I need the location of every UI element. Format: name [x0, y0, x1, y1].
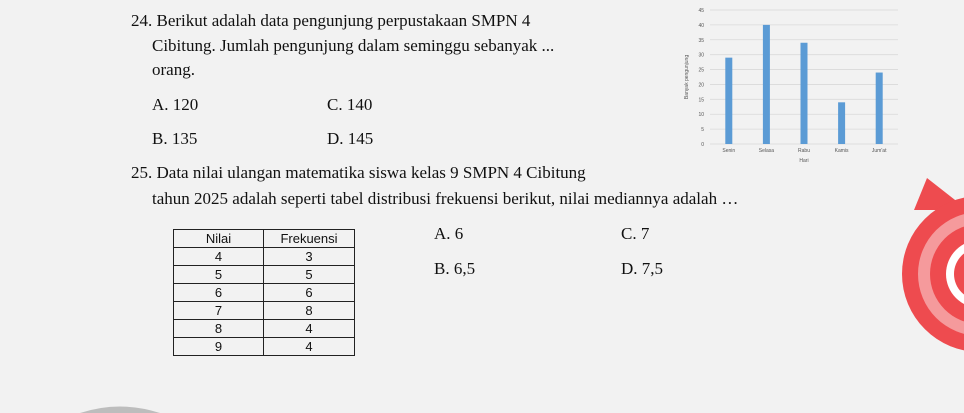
- y-tick-label: 20: [698, 82, 704, 89]
- table-cell-frekuensi: 8: [264, 302, 355, 320]
- table-cell-frekuensi: 4: [264, 338, 355, 356]
- q24-option-d[interactable]: D. 145: [327, 129, 374, 148]
- frequency-table: [173, 229, 355, 356]
- table-row: [174, 320, 355, 338]
- q25-option-c[interactable]: C. 7: [621, 224, 650, 243]
- table-cell-nilai: 6: [174, 284, 264, 302]
- y-tick-label: 35: [698, 37, 704, 44]
- table-cell-nilai: 5: [174, 266, 264, 284]
- table-row: [174, 248, 355, 266]
- bar-senin: [725, 58, 732, 144]
- decorative-arc: [80, 400, 160, 413]
- q24-option-a[interactable]: A. 120: [152, 95, 199, 114]
- table-cell-frekuensi: 4: [264, 320, 355, 338]
- bar-rabu: [801, 43, 808, 144]
- bar-selasa: [763, 25, 770, 144]
- visitor-bar-chart: [670, 0, 910, 168]
- table-row: [174, 338, 355, 356]
- y-tick-label: 15: [698, 97, 704, 104]
- x-tick-label: Senin: [722, 148, 736, 154]
- table-cell-nilai: 7: [174, 302, 264, 320]
- table-cell-nilai: 9: [174, 338, 264, 356]
- table-cell-frekuensi: 3: [264, 248, 355, 266]
- y-tick-label: 30: [698, 52, 704, 59]
- q25-option-d[interactable]: D. 7,5: [621, 259, 664, 278]
- q25-option-b[interactable]: B. 6,5: [434, 259, 476, 278]
- y-tick-label: 45: [698, 8, 704, 14]
- bar-jumat: [876, 73, 883, 144]
- y-tick-label: 0: [701, 142, 704, 148]
- y-axis-label: Banyak pengunjung: [684, 54, 690, 100]
- q24-line3: orang.: [152, 60, 195, 79]
- table-cell-frekuensi: 5: [264, 266, 355, 284]
- q25-line2: tahun 2025 adalah seperti tabel distribusi frekuensi berikut, nilai mediannya adalah …: [152, 189, 739, 208]
- table-row: [174, 284, 355, 302]
- q24-option-c[interactable]: C. 140: [327, 95, 373, 114]
- bar-kamis: [838, 102, 845, 144]
- y-tick-label: 5: [701, 127, 704, 134]
- x-tick-label: Selasa: [758, 148, 775, 154]
- table-cell-nilai: 4: [174, 248, 264, 266]
- x-axis-label: Hari: [799, 158, 809, 164]
- q25-option-a[interactable]: A. 6: [434, 224, 464, 243]
- y-tick-label: 40: [698, 22, 704, 29]
- table-row: [174, 302, 355, 320]
- q25-line1: 25. Data nilai ulangan matematika siswa kelas 9 SMPN 4 Cibitung: [131, 163, 586, 182]
- q24-line2: Cibitung. Jumlah pengunjung dalam seminggu sebanyak ...: [152, 36, 555, 55]
- table-cell-nilai: 8: [174, 320, 264, 338]
- table-cell-frekuensi: 6: [264, 284, 355, 302]
- table-header-nilai: Nilai: [174, 230, 264, 248]
- x-tick-label: Jum'at: [871, 148, 887, 154]
- q24-option-b[interactable]: B. 135: [152, 129, 198, 148]
- x-tick-label: Kamis: [834, 148, 849, 154]
- x-tick-label: Rabu: [798, 148, 810, 154]
- target-logo-icon: [880, 170, 964, 370]
- y-tick-label: 10: [698, 112, 704, 119]
- q24-line1: 24. Berikut adalah data pengunjung perpustakaan SMPN 4: [131, 11, 531, 30]
- table-header-row: [174, 230, 355, 248]
- table-header-frekuensi: Frekuensi: [264, 230, 355, 248]
- y-tick-label: 25: [698, 67, 704, 74]
- table-row: [174, 266, 355, 284]
